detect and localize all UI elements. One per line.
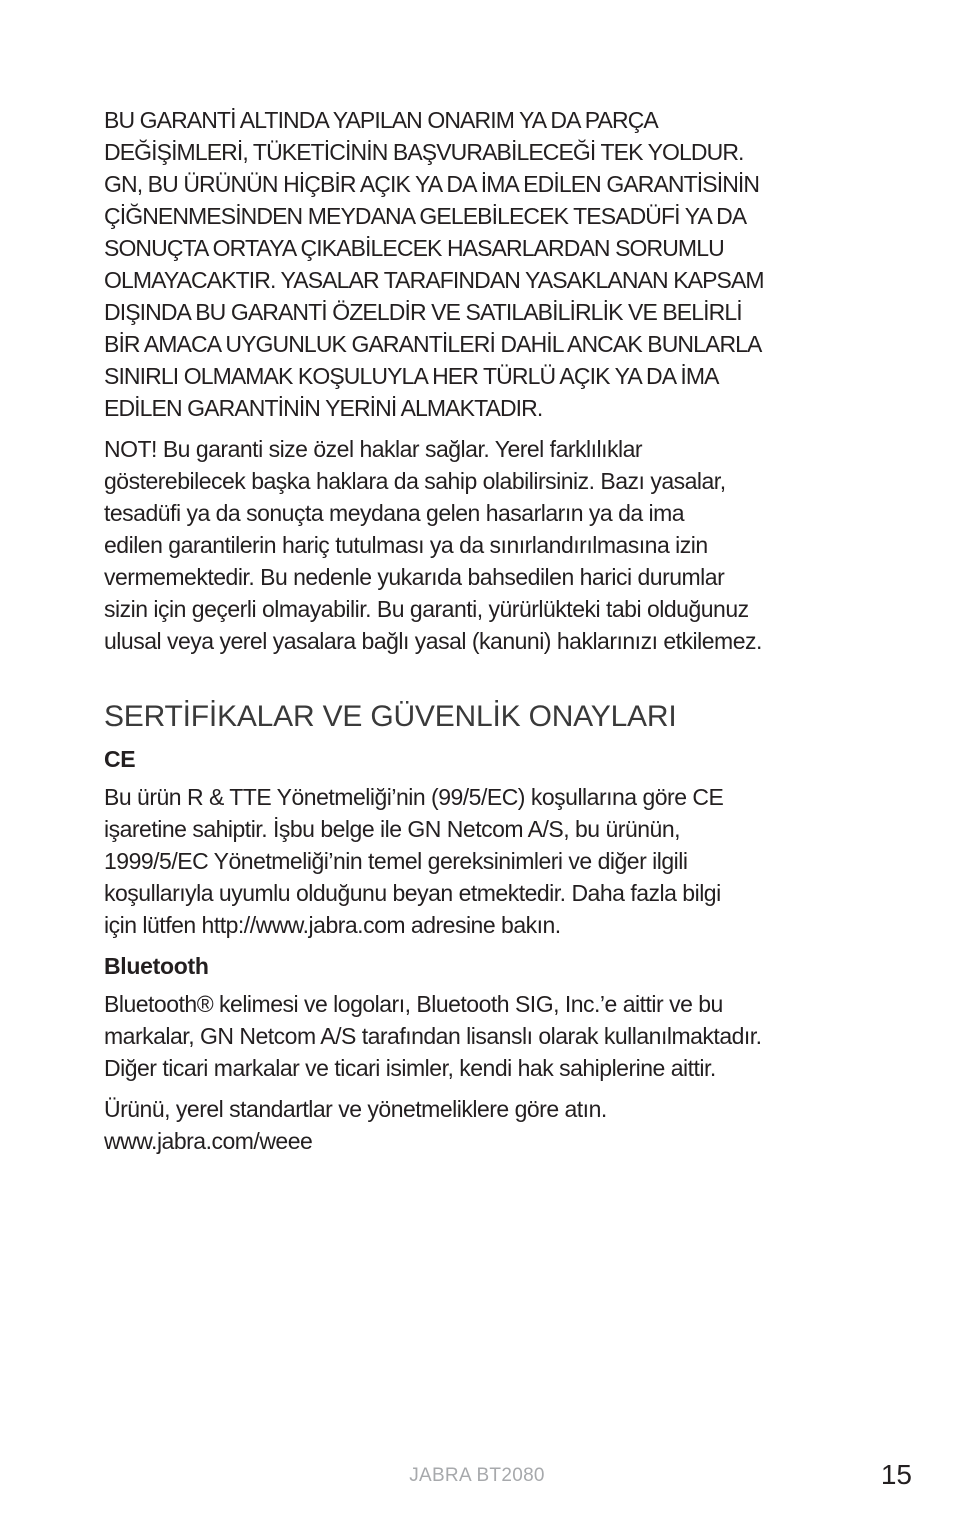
- text-line: Diğer ticari markalar ve ticari isimler, kendi hak sahiplerine aittir.: [104, 1055, 716, 1081]
- text-line: vermemektedir. Bu nedenle yukarıda bahsedilen harici durumlar: [104, 564, 725, 590]
- text-line: BİR AMACA UYGUNLUK GARANTİLERİ DAHİL ANCAK BUNLARLA: [104, 331, 762, 357]
- warranty-disclaimer-paragraph: [104, 104, 864, 424]
- subheading-ce: CE: [104, 746, 136, 772]
- text-line: işaretine sahiptir. İşbu belge ile GN Netcom A/S, bu ürünün,: [104, 816, 680, 842]
- footer-product-name: JABRA BT2080: [409, 1465, 545, 1486]
- warranty-note-paragraph: [104, 433, 864, 657]
- text-line: Ürünü, yerel standartlar ve yönetmeliklere göre atın.: [104, 1096, 607, 1122]
- ce-paragraph: [104, 781, 864, 941]
- subheading-bluetooth: Bluetooth: [104, 953, 209, 979]
- text-line: EDİLEN GARANTİNİN YERİNİ ALMAKTADIR.: [104, 395, 543, 421]
- page-content: [104, 104, 864, 1166]
- text-line: NOT! Bu garanti size özel haklar sağlar. Yerel farklılıklar: [104, 436, 643, 462]
- text-line: markalar, GN Netcom A/S tarafından lisanslı olarak kullanılmaktadır.: [104, 1023, 762, 1049]
- text-line: gösterebilecek başka haklara da sahip olabilirsiniz. Bazı yasalar,: [104, 468, 726, 494]
- bluetooth-paragraph: [104, 988, 864, 1084]
- text-line: GN, BU ÜRÜNÜN HİÇBİR AÇIK YA DA İMA EDİLEN GARANTİSİNİN: [104, 171, 760, 197]
- text-line: BU GARANTİ ALTINDA YAPILAN ONARIM YA DA PARÇA: [104, 107, 658, 133]
- text-line: Bluetooth® kelimesi ve logoları, Bluetooth SIG, Inc.’e aittir ve bu: [104, 991, 723, 1017]
- text-line: ulusal veya yerel yasalara bağlı yasal (kanuni) haklarınızı etkilemez.: [104, 628, 762, 654]
- text-line: sizin için geçerli olmayabilir. Bu garanti, yürürlükteki tabi olduğunuz: [104, 596, 749, 622]
- text-line: OLMAYACAKTIR. YASALAR TARAFINDAN YASAKLANAN KAPSAM: [104, 267, 764, 293]
- text-line: ÇİĞNENMESİNDEN MEYDANA GELEBİLECEK TESADÜFİ YA DA: [104, 203, 747, 229]
- text-line: 1999/5/EC Yönetmeliği’nin temel gereksinimleri ve diğer ilgili: [104, 848, 688, 874]
- text-line: SONUÇTA ORTAYA ÇIKABİLECEK HASARLARDAN SORUMLU: [104, 235, 724, 261]
- text-line: SINIRLI OLMAMAK KOŞULUYLA HER TÜRLÜ AÇIK YA DA İMA: [104, 363, 719, 389]
- text-line: DIŞINDA BU GARANTİ ÖZELDİR VE SATILABİLİRLİK VE BELİRLİ: [104, 299, 742, 325]
- text-line: DEĞİŞİMLERİ, TÜKETİCİNİN BAŞVURABİLECEĞİ TEK YOLDUR.: [104, 139, 744, 165]
- page-number: 15: [880, 1459, 912, 1490]
- weee-link: www.jabra.com/weee: [104, 1128, 313, 1154]
- section-title-certifications: SERTİFİKALAR VE GÜVENLİK ONAYLARI: [104, 700, 677, 733]
- disposal-paragraph: [104, 1093, 864, 1157]
- text-line: edilen garantilerin hariç tutulması ya da sınırlandırılmasına izin: [104, 532, 708, 558]
- text-line: Bu ürün R & TTE Yönetmeliği’nin (99/5/EC) koşullarına göre CE: [104, 784, 724, 810]
- text-line: için lütfen http://www.jabra.com adresine bakın.: [104, 912, 561, 938]
- text-line: koşullarıyla uyumlu olduğunu beyan etmektedir. Daha fazla bilgi: [104, 880, 721, 906]
- text-line: tesadüfi ya da sonuçta meydana gelen hasarların ya da ima: [104, 500, 685, 526]
